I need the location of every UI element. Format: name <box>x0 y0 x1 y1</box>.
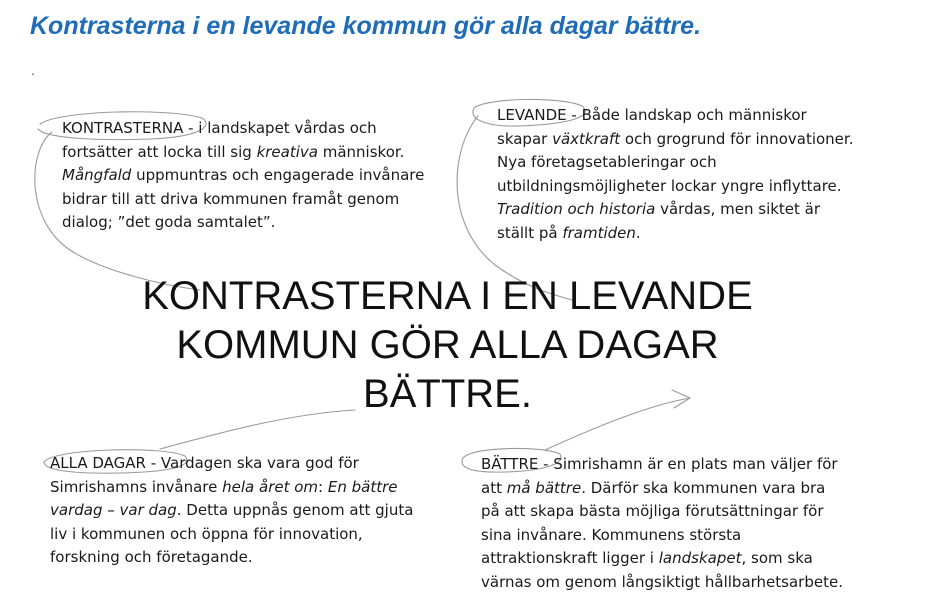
keyword-battre: BÄTTRE <box>481 455 539 473</box>
text: sina invånare. Kommunens största <box>481 525 742 544</box>
text: - Vardagen ska vara god för <box>145 454 359 472</box>
emphasis: kreativa <box>256 142 318 161</box>
keyword-levande: LEVANDE <box>497 106 567 124</box>
text: värnas om genom långsiktigt hållbarhetsarbete. <box>481 572 843 591</box>
text: - Simrishamn är en plats man väljer för <box>538 455 838 473</box>
section-alla-dagar <box>50 452 450 570</box>
text: - Både landskap och människor <box>566 106 807 124</box>
emphasis: Mångfald <box>62 166 132 184</box>
slogan-line-1: KONTRASTERNA I EN LEVANDE <box>142 274 753 318</box>
emphasis: framtiden <box>562 223 636 242</box>
text: fortsätter att locka till sig <box>62 142 257 161</box>
emphasis: vardag – var dag <box>50 501 177 519</box>
emphasis: må bättre <box>506 478 582 497</box>
text: . Detta uppnås genom att gjuta <box>176 501 414 519</box>
text: utbildningsmöjligheter lockar yngre inflyttare. <box>497 176 842 195</box>
page-title: Kontrasterna i en levande kommun gör alla dagar bättre. <box>30 12 702 40</box>
bullet-dot: . <box>31 62 35 78</box>
text: - i landskapet vårdas och <box>183 119 377 137</box>
slogan-line-2: KOMMUN GÖR ALLA DAGAR <box>176 323 719 367</box>
text: på att skapa bästa möjliga förutsättningar för <box>481 502 824 520</box>
emphasis: Tradition och historia <box>497 200 656 218</box>
section-levande <box>497 104 897 245</box>
text: att <box>481 478 507 497</box>
text: ställt på <box>497 223 563 242</box>
text: . <box>635 223 641 242</box>
text: Simrishamns invånare <box>50 477 223 496</box>
keyword-alla-dagar: ALLA DAGAR <box>50 454 146 472</box>
emphasis: hela året om <box>222 477 319 496</box>
text: : <box>318 477 328 496</box>
emphasis: En bättre <box>327 477 398 496</box>
emphasis: växtkraft <box>552 129 621 148</box>
text: attraktionskraft ligger i <box>481 549 659 567</box>
text: . Därför ska kommunen vara bra <box>581 478 826 497</box>
text: liv i kommunen och öppna för innovation, <box>50 524 363 543</box>
slogan-line-3: BÄTTRE. <box>363 372 532 416</box>
text: dialog; ”det goda samtalet”. <box>62 213 276 231</box>
text: vårdas, men siktet är <box>655 200 821 218</box>
keyword-kontrasterna: KONTRASTERNA <box>62 119 184 137</box>
section-kontrasterna <box>62 117 462 235</box>
emphasis: landskapet <box>658 549 742 567</box>
text: forskning och företagande. <box>50 548 253 566</box>
text: , som ska <box>741 549 813 567</box>
section-battre <box>481 453 881 594</box>
text: skapar <box>497 129 553 148</box>
center-slogan <box>0 272 895 419</box>
text: uppmuntras och engagerade invånare <box>131 166 425 184</box>
text: människor. <box>317 142 405 161</box>
text: Nya företagsetableringar och <box>497 153 717 171</box>
text: bidrar till att driva kommunen framåt genom <box>62 189 400 208</box>
text: och grogrund för innovationer. <box>620 129 854 148</box>
